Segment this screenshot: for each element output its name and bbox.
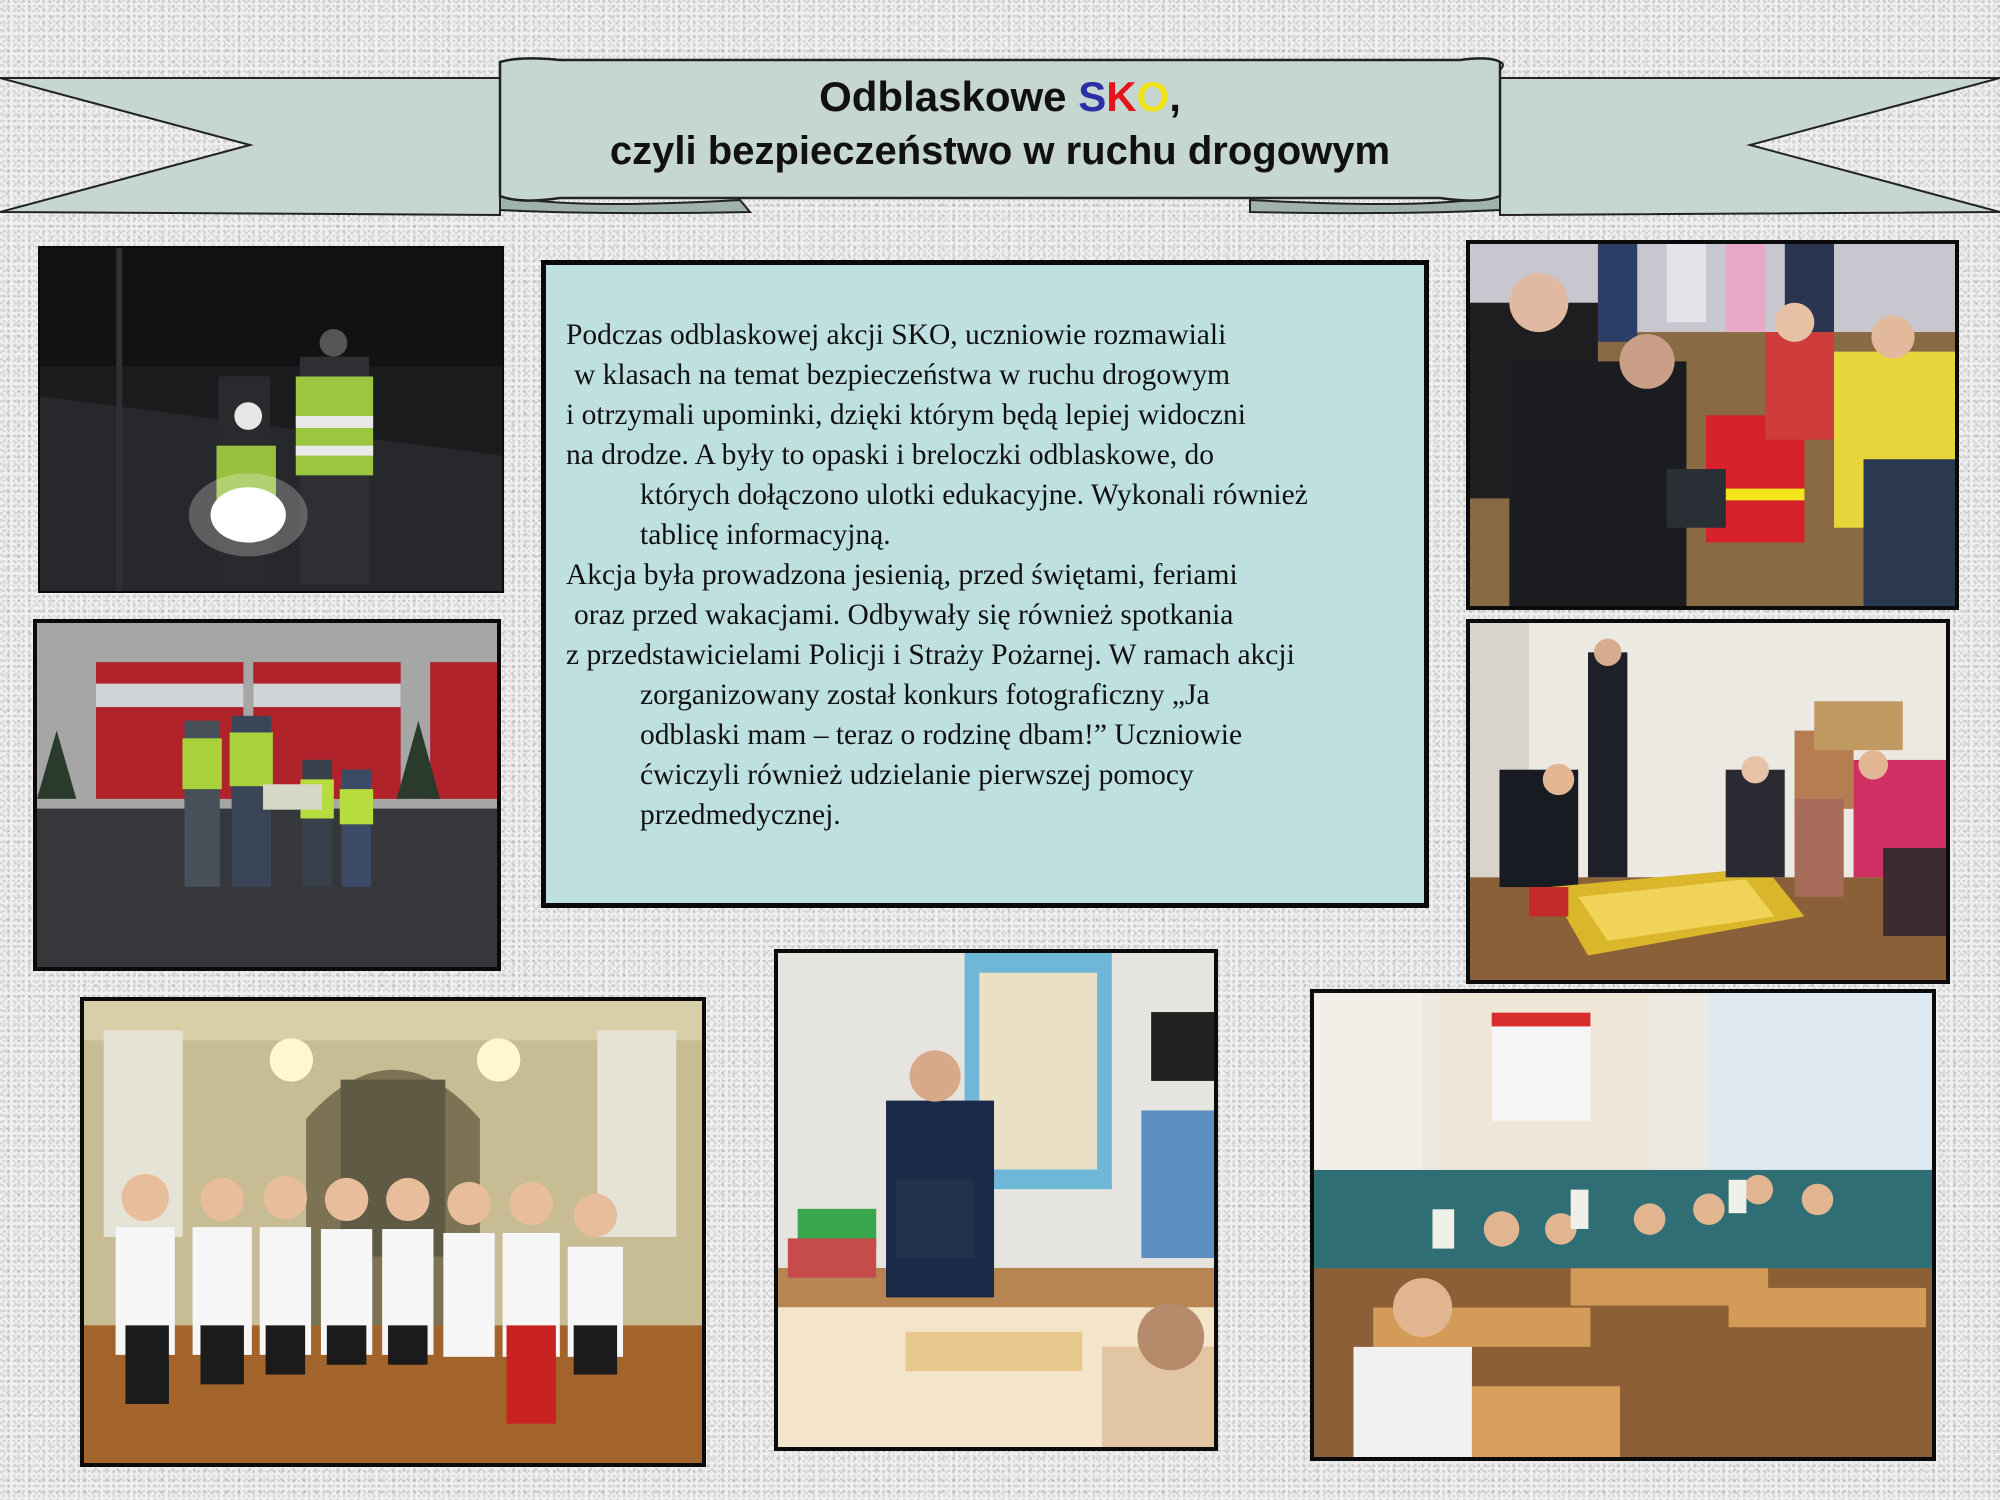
description-line: z przedstawicielami Policji i Straży Pożarnej. W ramach akcji — [566, 639, 1295, 671]
description-line: przedmedycznej. — [640, 799, 841, 831]
description-text-box — [541, 260, 1429, 908]
description-line: których dołączono ulotki edukacyjne. Wykonali również — [640, 479, 1308, 511]
description-line: ćwiczyli również udzielanie pierwszej pomocy — [640, 759, 1194, 791]
photo-firefighters-first-aid-kit — [1466, 240, 1959, 610]
photo-police-officer-meeting — [774, 949, 1218, 1451]
photo-classroom-students — [1310, 989, 1936, 1461]
description-line: Podczas odblaskowej akcji SKO, uczniowie rozmawiali — [566, 319, 1227, 351]
description-line: odblaski mam – teraz o rodzinę dbam!” Uczniowie — [640, 719, 1243, 751]
photo-fire-station — [33, 619, 501, 971]
photo-children-with-reflectors — [80, 997, 706, 1467]
description-line: zorganizowany został konkurs fotograficzny „Ja — [640, 679, 1210, 711]
title-line-2: czyli bezpieczeństwo w ruchu drogowym — [609, 129, 1391, 173]
title-line-1: Odblaskowe SKO, — [819, 73, 1181, 120]
photo-night-reflective-vests — [38, 246, 504, 593]
description-line: Akcja była prowadzona jesienią, przed świętami, feriami — [566, 559, 1238, 591]
description-line: na drodze. A były to opaski i breloczki odblaskowe, do — [566, 439, 1215, 471]
page-title — [500, 70, 1500, 178]
description-line: tablicę informacyjną. — [640, 519, 891, 551]
description-line: i otrzymali upominki, dzięki którym będą lepiej widoczni — [566, 399, 1246, 431]
photo-first-aid-training — [1466, 619, 1950, 984]
description-line: oraz przed wakacjami. Odbywały się również spotkania — [574, 599, 1234, 631]
description-line: w klasach na temat bezpieczeństwa w ruchu drogowym — [574, 359, 1231, 391]
